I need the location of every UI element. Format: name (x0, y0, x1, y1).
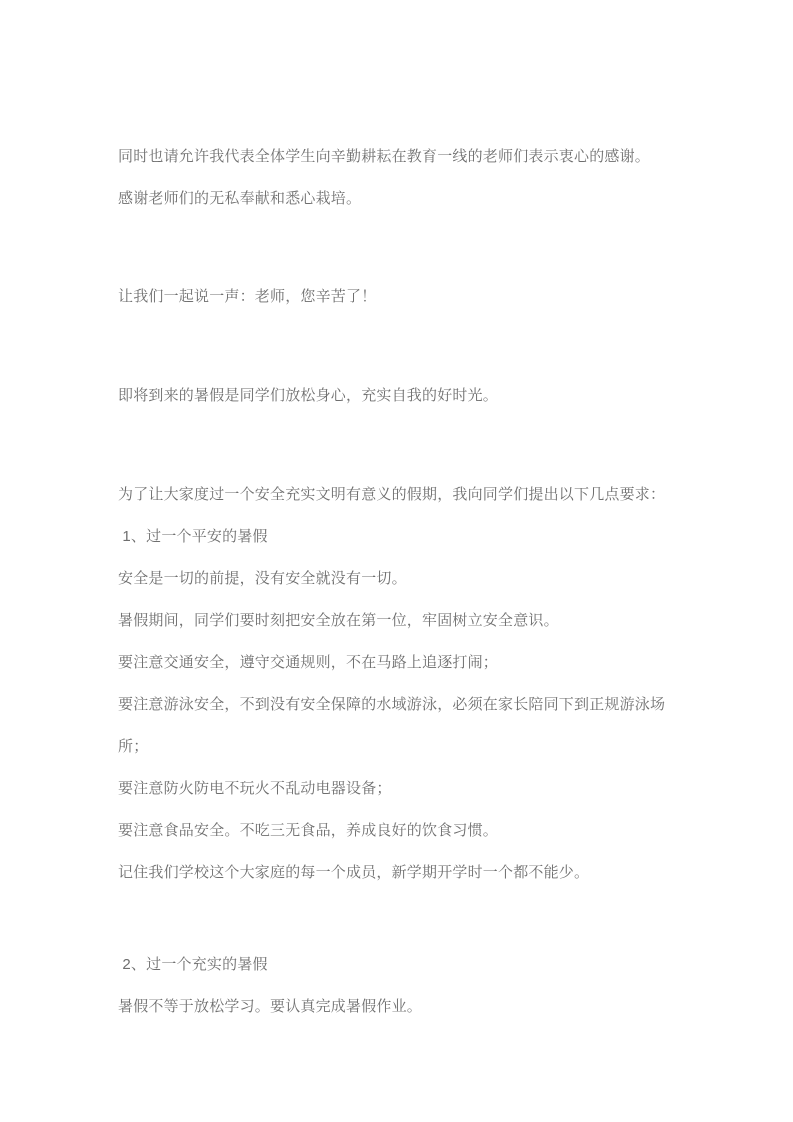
paragraph-line: 为了让大家度过一个安全充实文明有意义的假期，我向同学们提出以下几点要求： (118, 486, 666, 503)
paragraph-line: 所； (118, 738, 149, 755)
paragraph-line: 即将到来的暑假是同学们放松身心，充实自我的好时光。 (118, 387, 499, 404)
paragraph-line: 暑假不等于放松学习。要认真完成暑假作业。 (118, 998, 423, 1015)
paragraph-line: 感谢老师们的无私奉献和悉心栽培。 (118, 190, 362, 207)
paragraph-block-safety-requirements (118, 474, 680, 894)
paragraph-line: 要注意防火防电不玩火不乱动电器设备； (118, 780, 392, 797)
paragraph-line: 让我们一起说一声：老师，您辛苦了！ (118, 288, 377, 305)
paragraph-block-vacation-intro (118, 375, 680, 417)
paragraph-line: 要注意游泳安全，不到没有安全保障的水域游泳，必须在家长陪同下到正规游泳场 (118, 696, 666, 713)
paragraph-line: 暑假期间，同学们要时刻把安全放在第一位，牢固树立安全意识。 (118, 612, 559, 629)
paragraph-block-salute (118, 276, 680, 318)
paragraph-line: 要注意交通安全，遵守交通规则，不在马路上追逐打闹； (118, 654, 499, 671)
list-item-2-heading: 2、过一个充实的暑假 (118, 956, 268, 973)
paragraph-line: 同时也请允许我代表全体学生向辛勤耕耘在教育一线的老师们表示衷心的感谢。 (118, 148, 651, 165)
paragraph-line: 安全是一切的前提，没有安全就没有一切。 (118, 570, 407, 587)
paragraph-block-study-requirements (118, 944, 680, 1028)
list-item-1-heading: 1、过一个平安的暑假 (118, 528, 268, 545)
paragraph-block-thanks (118, 136, 680, 220)
paragraph-line: 要注意食品安全。不吃三无食品，养成良好的饮食习惯。 (118, 822, 499, 839)
paragraph-line: 记住我们学校这个大家庭的每一个成员，新学期开学时一个都不能少。 (118, 864, 590, 881)
